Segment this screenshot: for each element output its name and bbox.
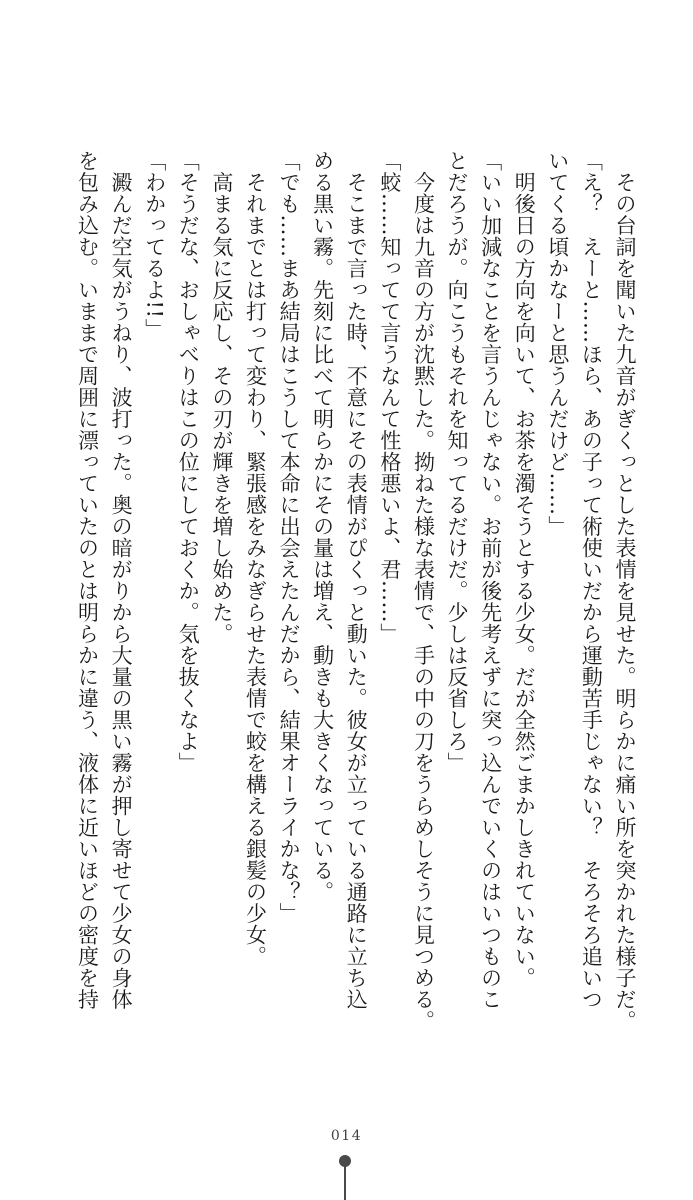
text-line: そこまで言った時、不意にその表情がぴくっと動いた。彼女が立っている通路に立ち込 <box>344 150 369 1010</box>
text-line: 「でも……まあ結局はこうして本命に出会えたんだから、結果オーライかな？」 <box>277 150 302 924</box>
text-line: その台詞を聞いた九音がぎくっとした表情を見せた。明らかに痛い所を突かれた様子だ。 <box>613 150 637 1032</box>
text-line: いてくる頃かなーと思うんだけど……」 <box>545 150 570 537</box>
text-line: 「蛟……知ってて言うなんて性格悪いよ、君……」 <box>377 150 402 645</box>
text-line: 「そうだな、おしゃべりはこの位にしておくか。気を抜くなよ」 <box>176 150 201 774</box>
text-line: とだろうが。向こうもそれを知ってるだけだ。少しは反省しろ」 <box>445 150 470 774</box>
text-line: 高まる気に反応し、その刃が輝きを増し始めた。 <box>209 150 234 645</box>
text-line: 「え？ えーと……ほら、あの子って術使いだから運動苦手じゃない？ そろそろ追いつ <box>579 150 604 1010</box>
text-line: 「わかってるよ!!」 <box>142 150 167 340</box>
text-line: 澱んだ空気がうねり、波打った。奥の暗がりから大量の黒い霧が押し寄せて少女の身体 <box>109 150 134 1010</box>
text-line: 明後日の方向を向いて、お茶を濁そうとする少女。だが全然ごまかしきれていない。 <box>512 150 537 989</box>
text-line: それまでとは打って変わり、緊張感をみなぎらせた表情で蛟を構える銀髪の少女。 <box>243 150 268 967</box>
text-line: 「いい加減なことを言うんじゃない。お前が後先考えずに突っ込んでいくのはいつものこ <box>478 150 503 1010</box>
vertical-text-body <box>31 150 641 1150</box>
text-line: める黒い霧。先刻に比べて明らかにその量は増え、動きも大きくなっている。 <box>310 150 335 903</box>
page-number: 014 <box>330 1128 363 1144</box>
text-line: を包み込む。いままで周囲に漂っていたのとは明らかに違う、液体に近いほどの密度を持 <box>75 150 100 1010</box>
marker-stem <box>344 1165 346 1200</box>
page-marker-ornament <box>339 1155 351 1200</box>
text-line: 今度は九音の方が沈黙した。拗ねた様な表情で、手の中の刀をうらめしそうに見つめる。 <box>411 150 436 1032</box>
